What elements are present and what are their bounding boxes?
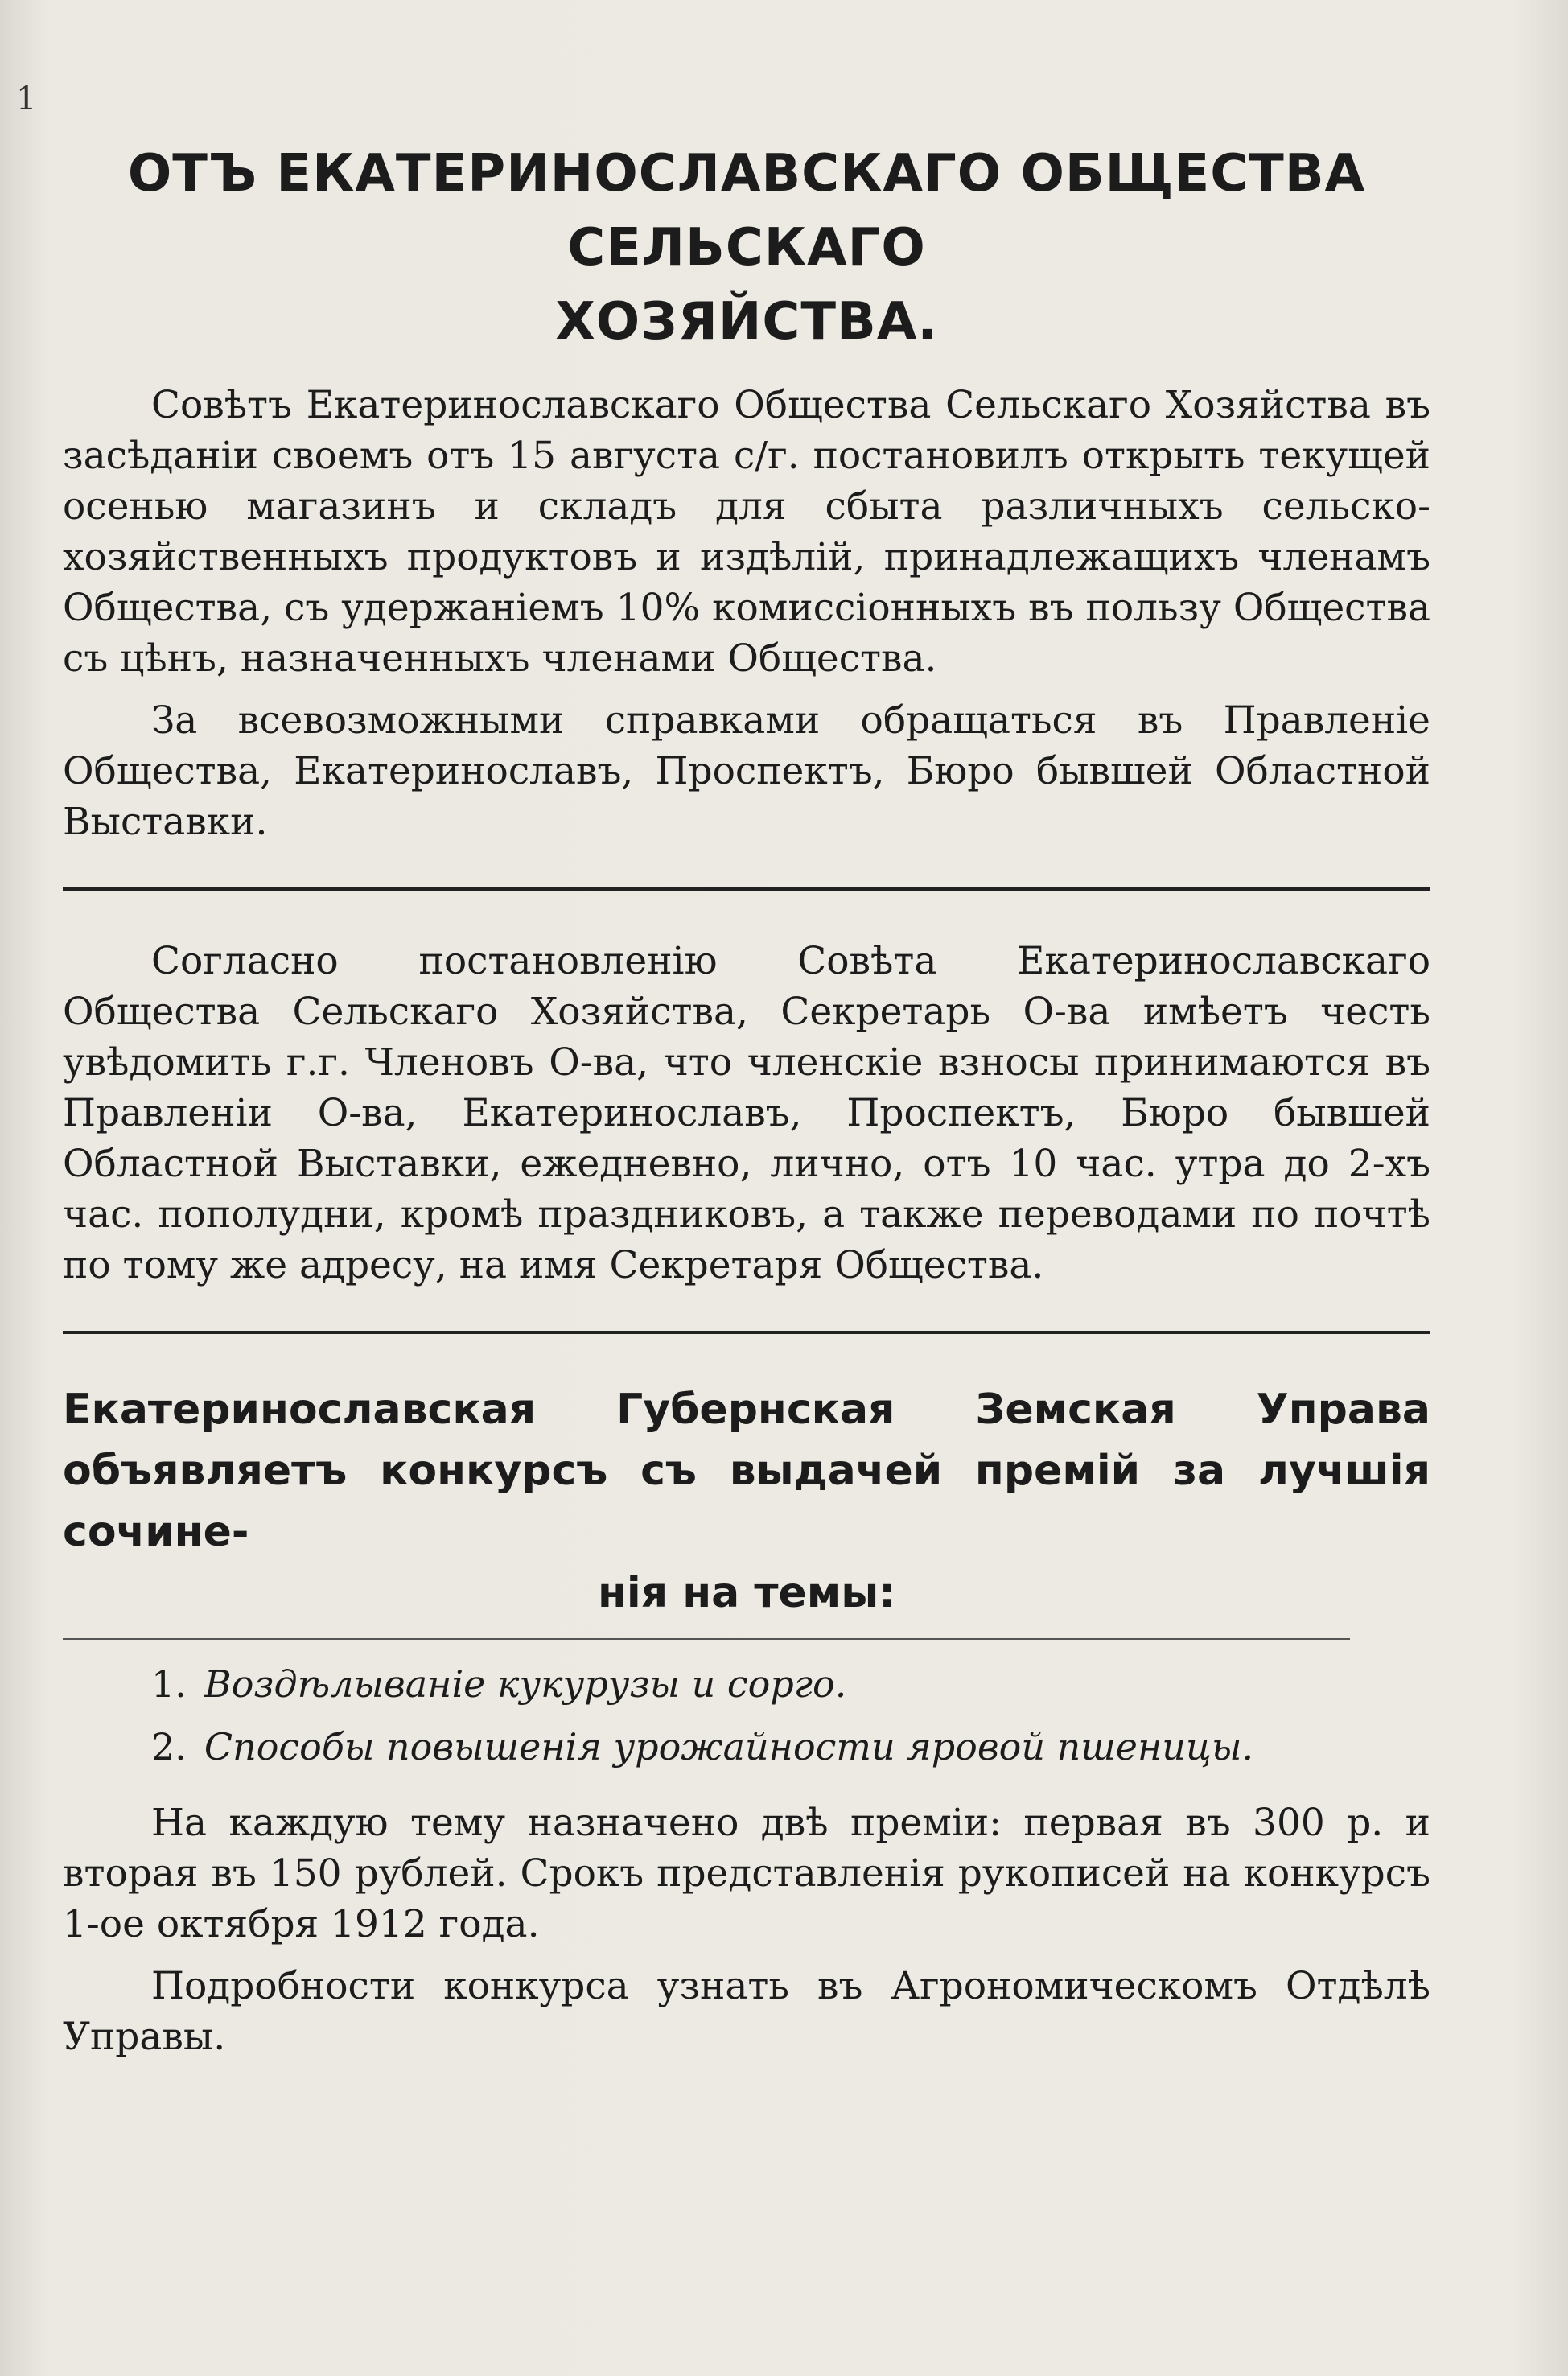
contest-prizes-paragraph: На каждую тему назначено двѣ преміи: первая въ 300 р. и вторая въ 150 рублей. Срокъ представленія рукописей на конкурсъ 1-ое октября 1912 года. [63,1801,1430,1946]
section-divider-1 [63,887,1430,891]
topic-number: 1. [151,1662,187,1706]
contest-topics-list [63,1653,1430,1778]
contest-details-paragraph: Подробности конкурса узнать въ Агрономическомъ Отдѣлѣ Управы. [63,1964,1430,2059]
page-corner-mark: 1 [16,80,37,117]
society-title-line2: ХОЗЯЙСТВА. [555,292,938,352]
society-notice-section [63,137,1430,847]
page-content [63,137,1430,2062]
contest-title-last-line: нія на темы: [597,1569,896,1617]
society-notice-paragraph-1: Совѣтъ Екатеринославскаго Общества Сельскаго Хозяйства въ засѣданіи своемъ отъ 15 августа с/г. постановилъ открыть текущей осенью магазинъ и складъ для сбыта различныхъ сельско-хозяйственныхъ продуктовъ и издѣлій, принадлежащихъ членамъ Общества, съ удержаніемъ 10% комиссіонныхъ въ пользу Общества съ цѣнъ, назначенныхъ членами Общества. [63,383,1430,681]
topic-number: 2. [151,1725,187,1769]
topic-text: Способы повышенія урожайности яровой пшеницы. [204,1725,1254,1769]
topic-text: Воздѣлываніе кукурузы и сорго. [204,1662,847,1706]
contest-title [63,1379,1430,1624]
contest-notice-section [63,1379,1430,2062]
section-divider-2 [63,1331,1430,1334]
society-notice-title [63,137,1430,359]
society-title-line1: ОТЪ ЕКАТЕРИНОСЛАВСКАГО ОБЩЕСТВА СЕЛЬСКАГО [127,144,1366,278]
secretary-notice-section [63,936,1430,1291]
contest-topic-item [151,1653,1430,1715]
society-notice-paragraph-2: За всевозможными справками обращаться въ Правленіе Общества, Екатеринославъ, Проспектъ, Бюро бывшей Областной Выставки. [63,698,1430,844]
contest-topic-item [151,1715,1430,1778]
secretary-notice-paragraph: Согласно постановленію Совѣта Екатеринославскаго Общества Сельскаго Хозяйства, Секретарь О-ва имѣетъ честь увѣдомить г.г. Членовъ О-ва, что членскіе взносы принимаются въ Правленіи О-ва, Екатеринославъ, Проспектъ, Бюро бывшей Областной Выставки, ежедневно, лично, отъ 10 час. утра до 2-хъ час. пополудни, кромѣ праздниковъ, а также переводами по почтѣ по тому же адресу, на имя Секретаря Общества. [63,939,1430,1287]
contest-title-underline [63,1638,1350,1640]
contest-title-main: Екатеринославская Губернская Земская Управа объявляетъ конкурсъ съ выдачей премій за лучшія сочине- [63,1386,1430,1556]
